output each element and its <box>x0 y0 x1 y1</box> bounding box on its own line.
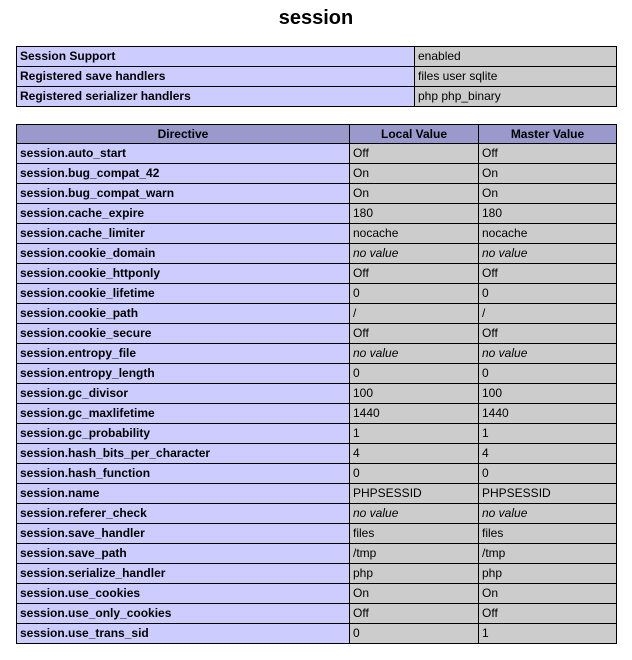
section-title: session <box>278 7 354 29</box>
master-value-cell: 1 <box>479 624 617 644</box>
directive-name: session.save_handler <box>17 524 350 544</box>
summary-key: Session Support <box>17 47 415 67</box>
local-value-cell: PHPSESSID <box>350 484 479 504</box>
directive-name: session.use_only_cookies <box>17 604 350 624</box>
table-row <box>17 484 617 504</box>
master-value-cell: / <box>479 304 617 324</box>
local-value-cell <box>350 344 479 364</box>
local-value-cell: 0 <box>350 284 479 304</box>
directive-name: session.cache_limiter <box>17 224 350 244</box>
session-directives-table <box>16 124 617 644</box>
local-value-cell <box>350 244 479 264</box>
local-value-cell: nocache <box>350 224 479 244</box>
table-row <box>17 464 617 484</box>
local-value-cell: On <box>350 184 479 204</box>
local-value-cell: 180 <box>350 204 479 224</box>
local-value-cell: 0 <box>350 364 479 384</box>
master-value-cell: /tmp <box>479 544 617 564</box>
directive-name: session.save_path <box>17 544 350 564</box>
master-value-cell: 0 <box>479 464 617 484</box>
master-value-cell <box>479 344 617 364</box>
summary-key: Registered serializer handlers <box>17 87 415 107</box>
directive-name: session.use_cookies <box>17 584 350 604</box>
local-value-cell: 1 <box>350 424 479 444</box>
master-value-cell: php <box>479 564 617 584</box>
summary-row <box>17 67 617 87</box>
directive-name: session.entropy_length <box>17 364 350 384</box>
table-row <box>17 544 617 564</box>
summary-row <box>17 87 617 107</box>
summary-value: enabled <box>415 47 617 67</box>
directive-name: session.bug_compat_warn <box>17 184 350 204</box>
table-row <box>17 184 617 204</box>
summary-row <box>17 47 617 67</box>
directive-name: session.bug_compat_42 <box>17 164 350 184</box>
table-row <box>17 624 617 644</box>
directive-name: session.cookie_lifetime <box>17 284 350 304</box>
master-value-cell: Off <box>479 144 617 164</box>
table-row <box>17 404 617 424</box>
local-value-cell: / <box>350 304 479 324</box>
table-row <box>17 564 617 584</box>
local-value-cell: php <box>350 564 479 584</box>
master-value-cell: 180 <box>479 204 617 224</box>
master-value-cell: Off <box>479 604 617 624</box>
local-value-cell: On <box>350 164 479 184</box>
local-value-cell: Off <box>350 264 479 284</box>
table-row <box>17 244 617 264</box>
table-row <box>17 604 617 624</box>
table-row <box>17 164 617 184</box>
local-value: no value <box>353 246 399 260</box>
master-value-cell: Off <box>479 324 617 344</box>
local-value-cell: 1440 <box>350 404 479 424</box>
directive-name: session.cookie_httponly <box>17 264 350 284</box>
table-row <box>17 264 617 284</box>
local-value-cell: Off <box>350 324 479 344</box>
table-header-row <box>17 125 617 144</box>
local-value-cell: files <box>350 524 479 544</box>
directive-name: session.hash_function <box>17 464 350 484</box>
local-value-cell: 0 <box>350 464 479 484</box>
master-value: no value <box>482 346 528 360</box>
directive-name: session.referer_check <box>17 504 350 524</box>
directive-name: session.cache_expire <box>17 204 350 224</box>
local-value-column-header: Local Value <box>350 125 479 144</box>
table-row <box>17 204 617 224</box>
directive-column-header: Directive <box>17 125 350 144</box>
table-row <box>17 344 617 364</box>
local-value-cell: /tmp <box>350 544 479 564</box>
directive-name: session.cookie_secure <box>17 324 350 344</box>
table-row <box>17 504 617 524</box>
master-value-cell: On <box>479 164 617 184</box>
summary-key: Registered save handlers <box>17 67 415 87</box>
directive-name: session.gc_probability <box>17 424 350 444</box>
table-row <box>17 224 617 244</box>
table-row <box>17 384 617 404</box>
directive-name: session.gc_divisor <box>17 384 350 404</box>
directive-name: session.use_trans_sid <box>17 624 350 644</box>
master-value: no value <box>482 506 528 520</box>
master-value-cell: On <box>479 184 617 204</box>
master-value-cell: 0 <box>479 364 617 384</box>
directive-name: session.cookie_path <box>17 304 350 324</box>
table-row <box>17 424 617 444</box>
master-value-cell <box>479 504 617 524</box>
summary-value: files user sqlite <box>415 67 617 87</box>
master-value-cell: nocache <box>479 224 617 244</box>
directive-name: session.entropy_file <box>17 344 350 364</box>
master-value-cell: 100 <box>479 384 617 404</box>
master-value-cell <box>479 244 617 264</box>
directive-name: session.name <box>17 484 350 504</box>
master-value-column-header: Master Value <box>479 125 617 144</box>
directive-name: session.auto_start <box>17 144 350 164</box>
table-row <box>17 144 617 164</box>
master-value-cell: 0 <box>479 284 617 304</box>
master-value-cell: PHPSESSID <box>479 484 617 504</box>
master-value-cell: 4 <box>479 444 617 464</box>
summary-value: php php_binary <box>415 87 617 107</box>
local-value-cell: Off <box>350 604 479 624</box>
session-summary-table <box>16 46 617 107</box>
local-value-cell: 100 <box>350 384 479 404</box>
directive-name: session.serialize_handler <box>17 564 350 584</box>
table-row <box>17 364 617 384</box>
table-row <box>17 584 617 604</box>
local-value: no value <box>353 506 399 520</box>
master-value-cell: On <box>479 584 617 604</box>
local-value-cell: Off <box>350 144 479 164</box>
table-row <box>17 304 617 324</box>
local-value: no value <box>353 346 399 360</box>
table-row <box>17 324 617 344</box>
master-value-cell: Off <box>479 264 617 284</box>
directive-name: session.hash_bits_per_character <box>17 444 350 464</box>
table-row <box>17 284 617 304</box>
table-row <box>17 524 617 544</box>
local-value-cell: On <box>350 584 479 604</box>
directive-name: session.gc_maxlifetime <box>17 404 350 424</box>
master-value: no value <box>482 246 528 260</box>
table-row <box>17 444 617 464</box>
local-value-cell <box>350 504 479 524</box>
master-value-cell: files <box>479 524 617 544</box>
master-value-cell: 1440 <box>479 404 617 424</box>
directive-name: session.cookie_domain <box>17 244 350 264</box>
local-value-cell: 4 <box>350 444 479 464</box>
master-value-cell: 1 <box>479 424 617 444</box>
local-value-cell: 0 <box>350 624 479 644</box>
